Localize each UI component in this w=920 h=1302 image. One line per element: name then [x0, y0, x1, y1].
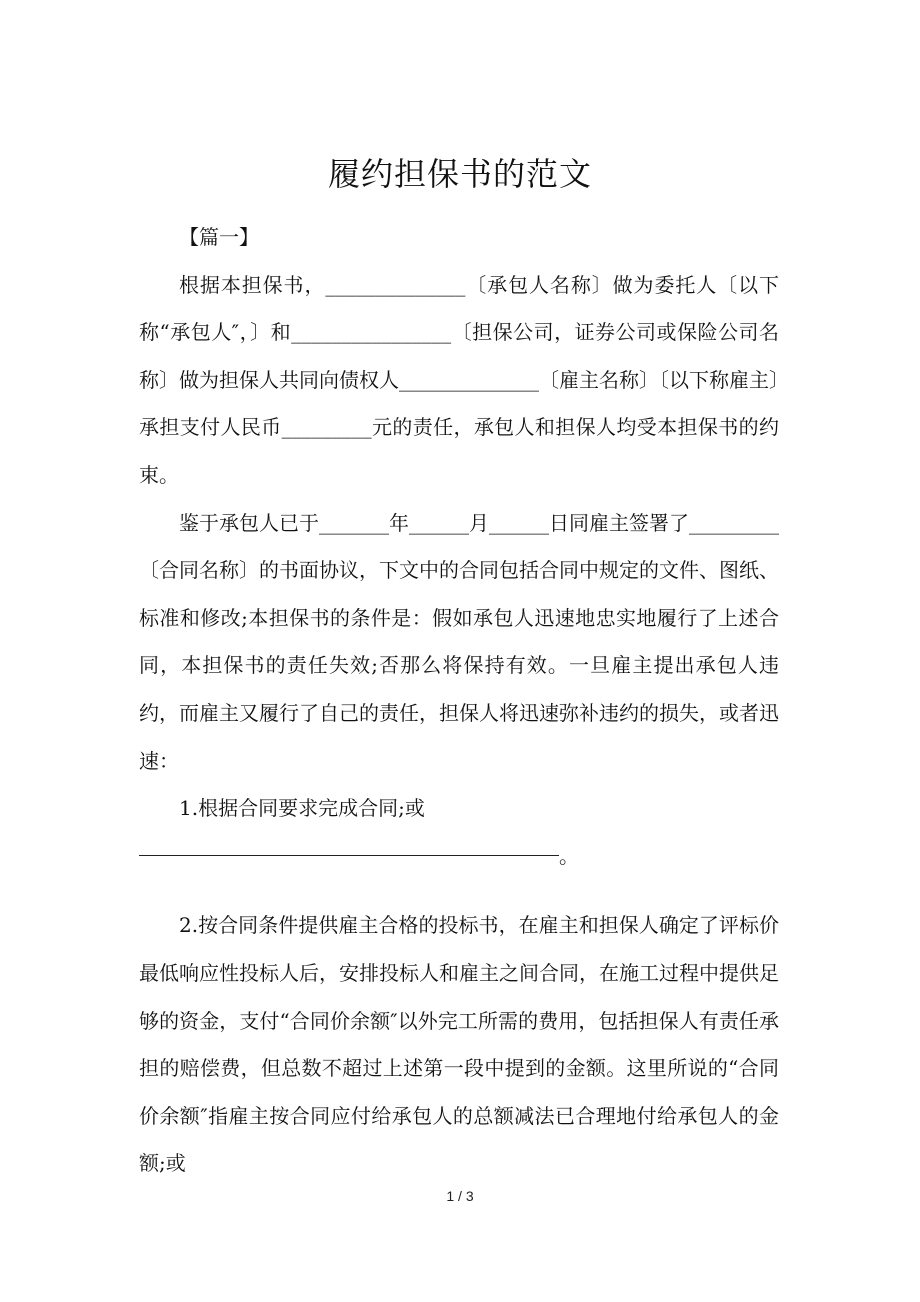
- fill-in-blank: [139, 855, 559, 856]
- page-number: 1 / 3: [446, 1188, 474, 1204]
- list-item-2: 2.按合同条件提供雇主合格的投标书，在雇主和担保人确定了评标价最低响应性投标人后，安排投标人和雇主之间合同，在施工过程中提供足够的资金，支付“合同价余额″以外完工所需的费用，包括担保人有责任承担的赔偿费，但总数不超过上述第一段中提到的金额。这里所说的“合同价余额″指雇主按合同应付给承包人的总额减法已合理地付给承包人的金额;或: [139, 913, 779, 1176]
- list-item-1: 1.根据合同要求完成合同;或: [179, 796, 425, 821]
- paragraph-contract-conditions: 鉴于承包人已于_______年______月______日同雇主签署了_________〔合同名称〕的书面协议，下文中的合同包括合同中规定的文件、图纸、标准和修改;本担保书的条件是：假如承包人迅速地忠实地履行了上述合同，本担保书的责任失效;否那么将保持有效。一旦雇主提出承包人违约，而雇主又履行了自己的责任，担保人将迅速弥补违约的损失，或者迅速：: [139, 510, 779, 773]
- blank-line-end: 。: [559, 843, 579, 868]
- paragraph-guarantee-parties: 根据本担保书，______________〔承包人名称〕做为委托人〔以下称“承包人″，〕和________________〔担保公司，证券公司或保险公司名称〕做为担保人共同向债权人______________〔雇主名称〕〔以下称雇主〕承担支付人民币_________元的责任，承包人和担保人均受本担保书的约束。: [139, 272, 779, 487]
- section-label: 【篇一】: [179, 225, 259, 249]
- document-body: [139, 214, 779, 1188]
- blank-line-item-1: [139, 833, 779, 881]
- document-title: 履约担保书的范文: [327, 155, 592, 193]
- paragraph-gap: [139, 880, 779, 902]
